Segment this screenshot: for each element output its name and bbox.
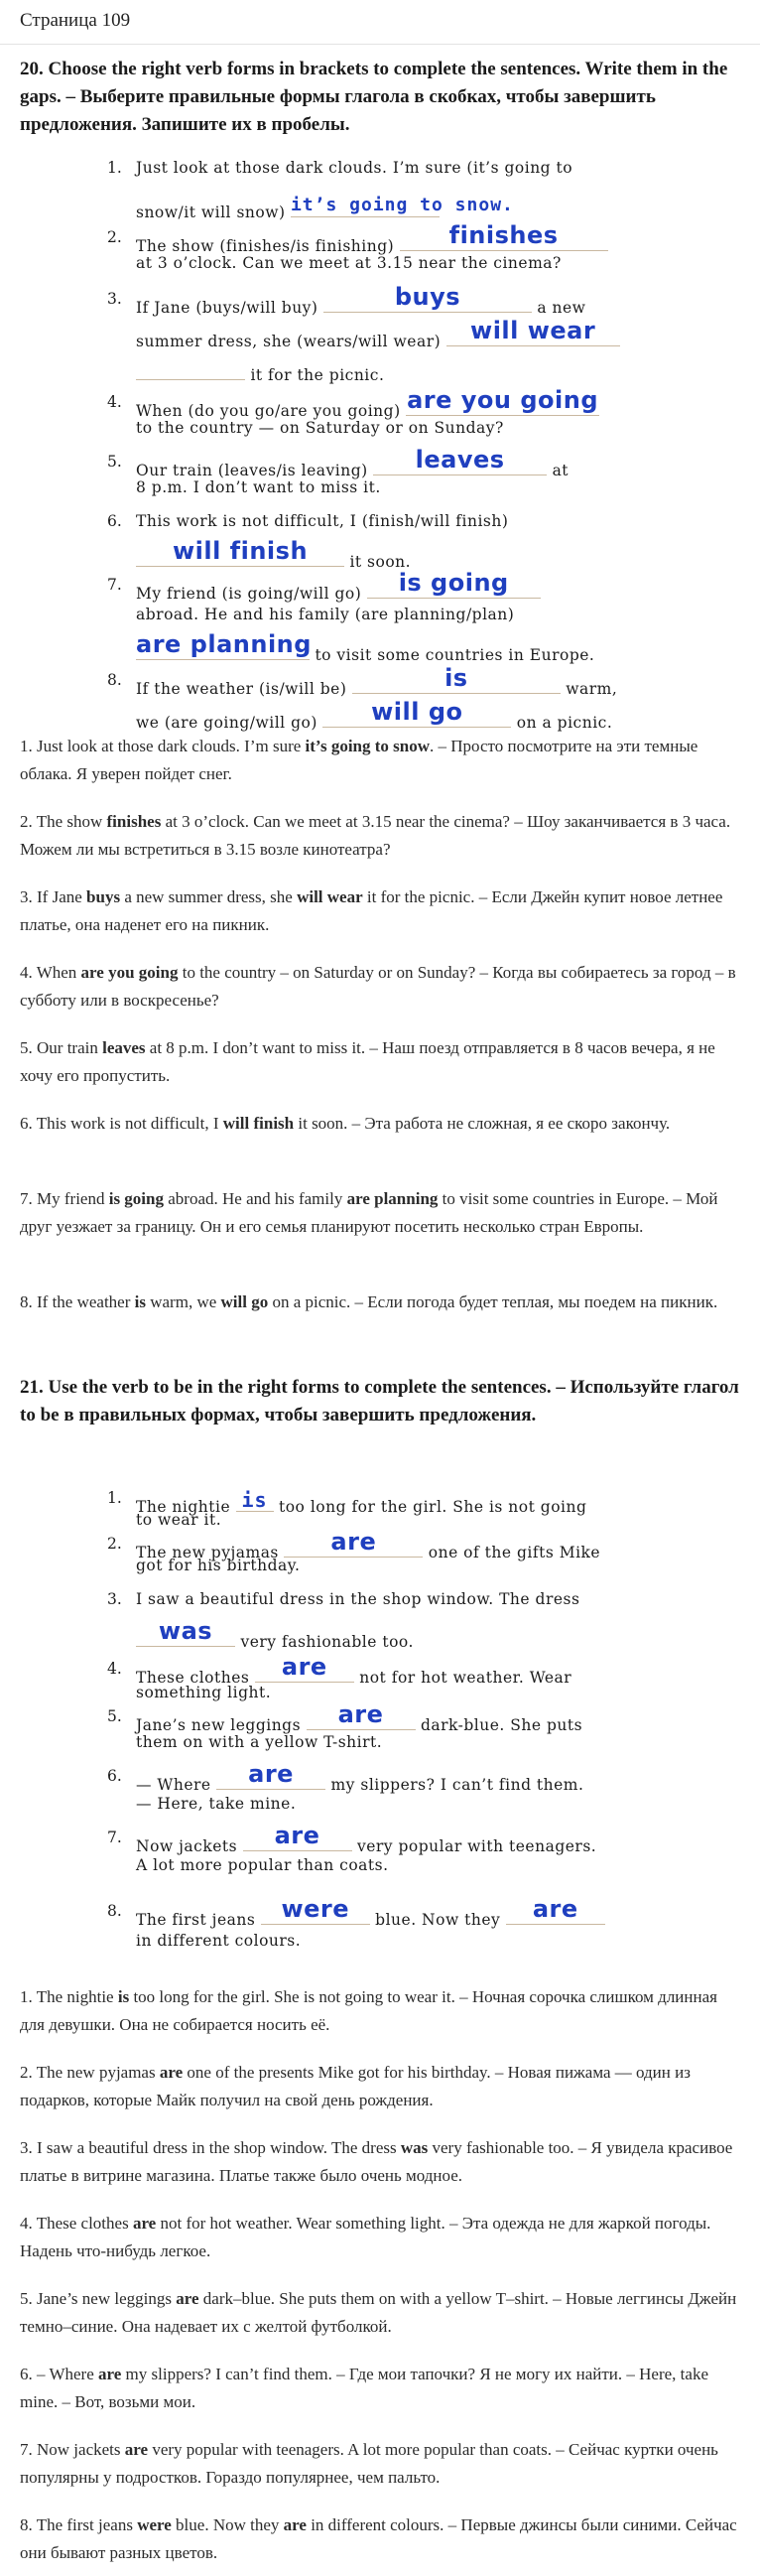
sentence-text: to wear it. xyxy=(136,1511,222,1529)
handwritten-answer: is going xyxy=(398,569,509,597)
answer-paragraph: 2. The new pyjamas are one of the presents Mike got for his birthday. – Новая пижама — один из подарков, которые Майк получил на свой день рождения. xyxy=(20,2063,691,2109)
sentence-text: Our train (leaves/is leaving) xyxy=(136,462,368,479)
page-header xyxy=(0,0,760,45)
handwritten-answer: leaves xyxy=(415,446,505,474)
sentence-text: 8 p.m. I don’t want to miss it. xyxy=(136,478,381,496)
answer-paragraph: 6. This work is not difficult, I will finish it soon. – Эта работа не сложная, я ее скоро закончу. xyxy=(20,1114,671,1133)
sentence-text: The new pyjamas xyxy=(136,1544,279,1561)
sentence-text: If Jane (buys/will buy) xyxy=(136,299,318,317)
sentence-text: summer dress, she (wears/will wear) xyxy=(136,333,442,350)
item-number: 3. xyxy=(107,1590,122,1608)
handwritten-answer: are xyxy=(248,1760,294,1788)
answer-paragraph: 4. These clothes are not for hot weather. Wear something light. – Эта одежда не для жаркой погоды. Надень что-нибудь легкое. xyxy=(20,2214,711,2260)
sentence-line xyxy=(136,537,412,571)
sentence-text: A lot more popular than coats. xyxy=(136,1856,389,1874)
item-number: 4. xyxy=(107,1660,122,1678)
sentence-text: — Here, take mine. xyxy=(136,1795,297,1813)
answer-paragraph: 3. I saw a beautiful dress in the shop window. The dress was very fashionable too. – Я увидела красивое платье в витрине магазина. Платье также было очень модное. xyxy=(20,2138,733,2185)
sentence-text: them on with a yellow T-shirt. xyxy=(136,1733,383,1751)
answer-paragraph: 8. The first jeans were blue. Now they are in different colours. – Первые джинсы были синими. Сейчас они бывают разных цветов. xyxy=(20,2515,737,2562)
exercise-20-title: 20. Choose the right verb forms in brackets to complete the sentences. Write them in the gaps. – Выберите правильные формы глагола в скобках, чтобы завершить предложения. Запишите их в пробелы. xyxy=(20,59,728,135)
sentence-text: The show (finishes/is finishing) xyxy=(136,237,395,255)
sentence-text: Now jackets xyxy=(136,1837,238,1855)
sentence-line xyxy=(136,195,514,221)
item-number: 1. xyxy=(107,1489,122,1507)
answer-paragraph: 7. Now jackets are very popular with teenagers. A lot more popular than coats. – Сейчас куртки очень популярны у подростков. Гораздо популярнее, чем пальто. xyxy=(20,2440,718,2487)
answer-paragraph: 6. – Where are my slippers? I can’t find them. – Где мои тапочки? Я не могу их найти. – Here, take mine. – Вот, возьми мои. xyxy=(20,2365,708,2411)
handwritten-answer: are you going xyxy=(407,386,599,414)
sentence-text: it soon. xyxy=(349,553,412,571)
sentence-text: blue. Now they xyxy=(375,1911,501,1929)
sentence-text: too long for the girl. She is not going xyxy=(279,1498,587,1516)
sentence-line xyxy=(136,1760,584,1794)
sentence-text: Just look at those dark clouds. I’m sure (it’s going to xyxy=(136,159,573,177)
handwritten-answer: will wear xyxy=(470,317,596,344)
sentence-line xyxy=(136,1653,572,1687)
answer-paragraph: 1. Just look at those dark clouds. I’m sure it’s going to snow. – Просто посмотрите на эти темные облака. Я уверен пойдет снег. xyxy=(20,737,698,783)
item-number: 1. xyxy=(107,159,122,177)
sentence-text: dark-blue. She puts xyxy=(420,1716,583,1734)
item-number: 6. xyxy=(107,1767,122,1785)
item-number: 8. xyxy=(107,1902,122,1920)
handwritten-answer: is xyxy=(241,1488,268,1512)
sentence-text: in different colours. xyxy=(136,1932,302,1950)
handwritten-answer: is xyxy=(444,664,468,692)
answer-paragraph: 7. My friend is going abroad. He and his family are planning to visit some countries in Europe. – Мой друг уезжает за границу. Он и его семья планируют посетить несколько стран Европы. xyxy=(20,1189,718,1236)
sentence-text: something light. xyxy=(136,1684,272,1701)
sentence-line xyxy=(136,1895,605,1929)
handwritten-answer: are xyxy=(274,1822,320,1849)
item-number: 6. xyxy=(107,512,122,530)
exercise-20-scan xyxy=(99,149,655,745)
answer-paragraph: 5. Our train leaves at 8 p.m. I don’t want to miss it. – Наш поезд отправляется в 8 часов вечера, я не хочу его пропустить. xyxy=(20,1038,715,1085)
sentence-text: not for hot weather. Wear xyxy=(359,1669,572,1687)
sentence-line xyxy=(136,569,541,603)
handwritten-answer: were xyxy=(281,1895,350,1923)
item-number: 7. xyxy=(107,1829,122,1846)
exercise-21-title: 21. Use the verb to be in the right forms to complete the sentences. – Используйте глагол to be в правильных формах, чтобы завершить предложения. xyxy=(20,1377,739,1425)
sentence-text: very popular with teenagers. xyxy=(356,1837,597,1855)
handwritten-answer: buys xyxy=(394,283,461,311)
sentence-line xyxy=(136,386,599,420)
handwritten-answer: finishes xyxy=(448,221,559,249)
item-number: 4. xyxy=(107,393,122,411)
sentence-text: to the country — on Saturday or on Sunday? xyxy=(136,419,504,437)
sentence-text: a new xyxy=(537,299,586,317)
sentence-text: Jane’s new leggings xyxy=(136,1716,302,1734)
sentence-line xyxy=(136,664,618,698)
item-number: 8. xyxy=(107,671,122,689)
item-number: 2. xyxy=(107,1535,122,1553)
sentence-text: at 3 o’clock. Can we meet at 3.15 near the cinema? xyxy=(136,254,562,272)
sentence-text: on a picnic. xyxy=(516,714,613,732)
sentence-text: got for his birthday. xyxy=(136,1557,301,1574)
item-number: 5. xyxy=(107,1707,122,1725)
handwritten-answer: it’s going to snow. xyxy=(290,195,514,215)
sentence-line xyxy=(136,1822,597,1855)
item-number: 7. xyxy=(107,576,122,594)
sentence-text: My friend (is going/will go) xyxy=(136,585,362,603)
sentence-text: at xyxy=(552,462,570,479)
answer-paragraph: 3. If Jane buys a new summer dress, she will wear it for the picnic. – Если Джейн купит новое летнее платье, она наденет его на пикник. xyxy=(20,887,723,934)
handwritten-answer: are xyxy=(281,1653,327,1681)
answer-paragraph: 2. The show finishes at 3 o’clock. Can we meet at 3.15 near the cinema? – Шоу заканчивается в 3 часа. Можем ли мы встретиться в 3.15 возле кинотеатра? xyxy=(20,812,731,859)
sentence-line xyxy=(136,1617,414,1651)
sentence-text: This work is not difficult, I (finish/will finish) xyxy=(136,512,509,530)
sentence-line xyxy=(136,446,570,479)
handwritten-answer: are xyxy=(330,1528,377,1556)
sentence-line xyxy=(136,630,595,664)
sentence-text: warm, xyxy=(566,680,618,698)
sentence-line xyxy=(136,698,613,732)
sentence-text: very fashionable too. xyxy=(240,1633,414,1651)
answer-paragraph: 8. If the weather is warm, we will go on a picnic. – Если погода будет теплая, мы поедем на пикник. xyxy=(20,1292,718,1311)
sentence-text: my slippers? I can’t find them. xyxy=(330,1776,584,1794)
page-title: Страница 109 xyxy=(20,10,131,31)
sentence-line xyxy=(136,317,620,350)
sentence-text: one of the gifts Mike xyxy=(428,1544,601,1561)
handwritten-answer: was xyxy=(158,1617,213,1645)
sentence-text: These clothes xyxy=(136,1669,250,1687)
sentence-line xyxy=(136,1700,583,1734)
answer-paragraph: 1. The nightie is too long for the girl. She is not going to wear it. – Ночная сорочка слишком длинная для девушки. Она не собирается носить её. xyxy=(20,1987,717,2034)
sentence-text: — Where xyxy=(136,1776,211,1794)
sentence-line xyxy=(136,283,586,317)
sentence-text: we (are going/will go) xyxy=(136,714,317,732)
handwritten-answer: will go xyxy=(371,698,463,726)
item-number: 2. xyxy=(107,228,122,246)
handwritten-answer: will finish xyxy=(172,537,309,565)
item-number: 5. xyxy=(107,453,122,471)
answer-paragraph: 5. Jane’s new leggings are dark–blue. She puts them on with a yellow T–shirt. – Новые леггинсы Джейн темно–синие. Она надевает их с желтой футболкой. xyxy=(20,2289,737,2336)
sentence-text: If the weather (is/will be) xyxy=(136,680,347,698)
handwritten-answer: are xyxy=(337,1700,384,1728)
sentence-line xyxy=(136,357,384,384)
sentence-text: The nightie xyxy=(136,1498,231,1516)
sentence-text: snow/it will snow) xyxy=(136,203,286,221)
sentence-line xyxy=(136,221,608,255)
exercise-21-scan xyxy=(99,1479,655,1975)
sentence-text: it for the picnic. xyxy=(250,366,385,384)
sentence-text: to visit some countries in Europe. xyxy=(315,646,595,664)
sentence-text: I saw a beautiful dress in the shop window. The dress xyxy=(136,1590,580,1608)
answer-paragraph: 4. When are you going to the country – on Saturday or on Sunday? – Когда вы собираетесь за город – в субботу или в воскресенье? xyxy=(20,963,736,1010)
item-number: 3. xyxy=(107,290,122,308)
sentence-text: abroad. He and his family (are planning/plan) xyxy=(136,606,515,623)
handwritten-answer: are planning xyxy=(136,630,312,658)
handwritten-answer: are xyxy=(532,1895,578,1923)
sentence-text: The first jeans xyxy=(136,1911,256,1929)
sentence-text: When (do you go/are you going) xyxy=(136,402,401,420)
